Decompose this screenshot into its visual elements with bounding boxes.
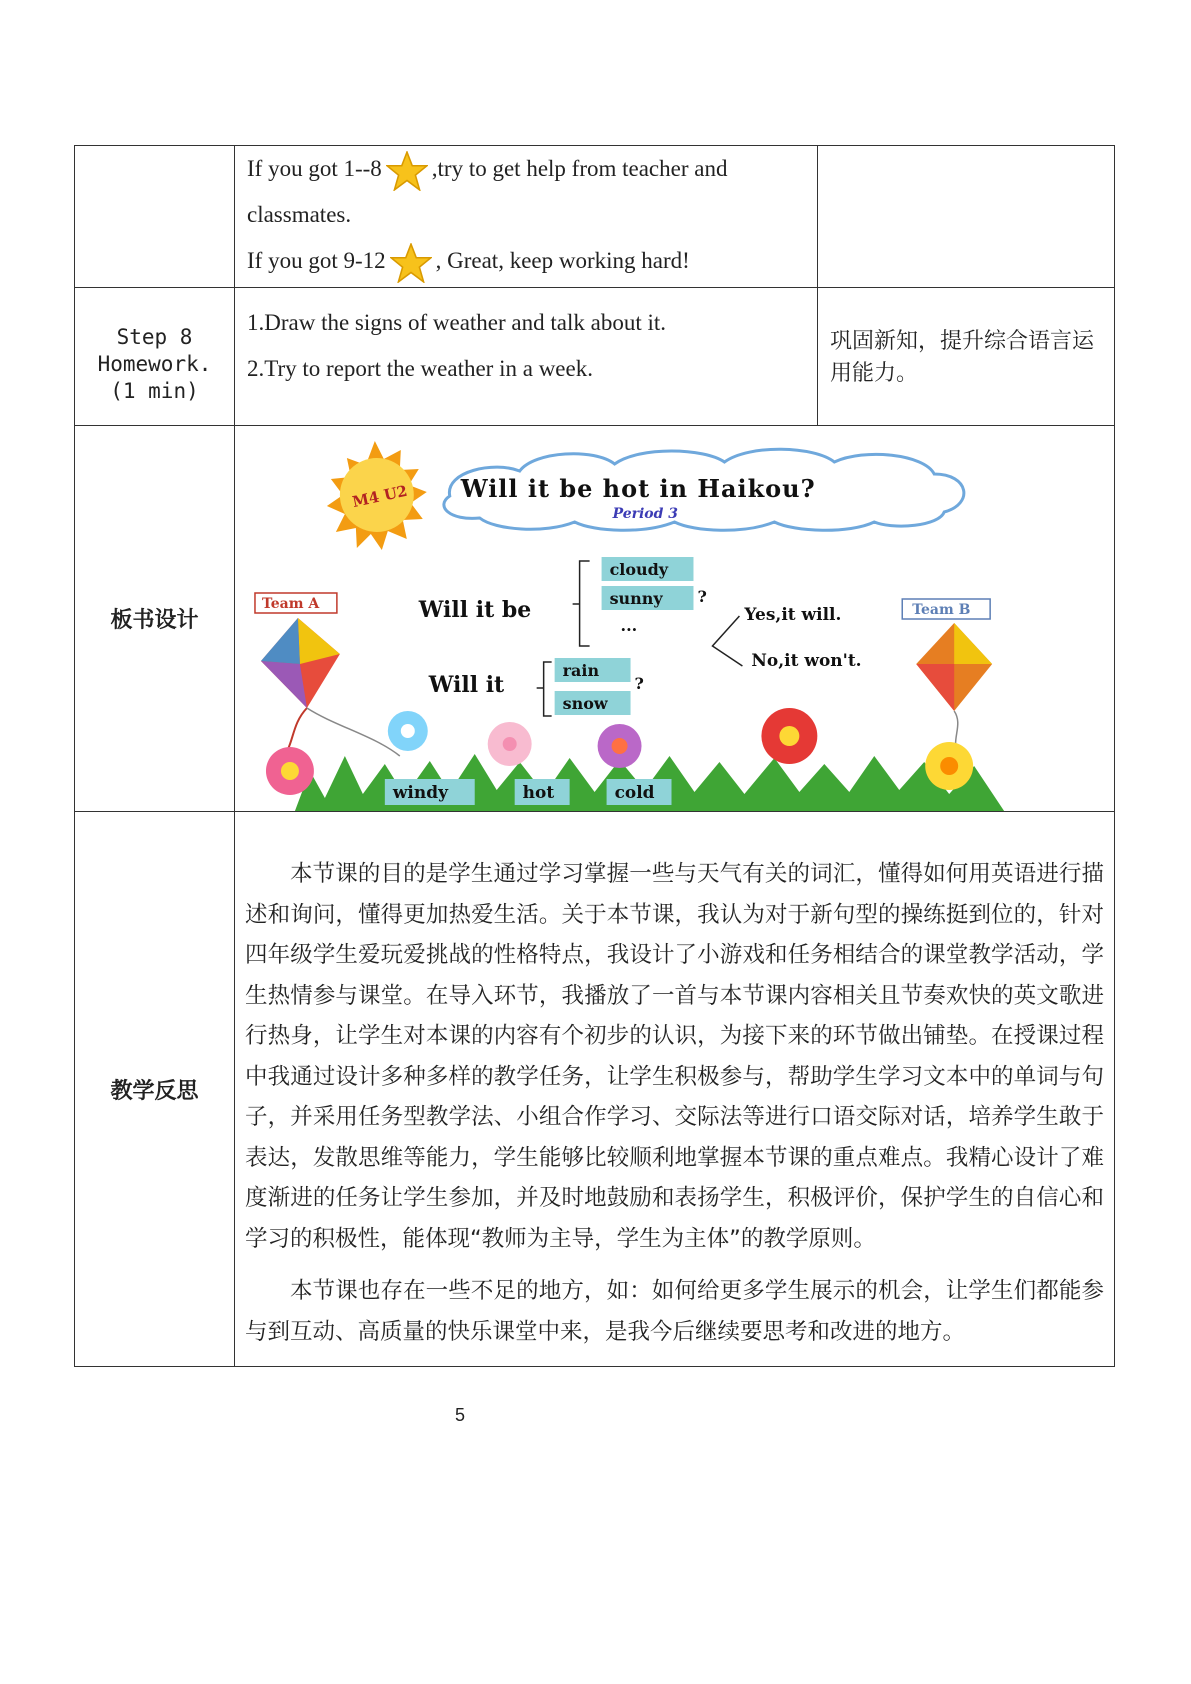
word-sunny: sunny xyxy=(609,588,663,609)
homework-purpose-cell xyxy=(818,288,1115,426)
homework-purpose: 巩固新知，提升综合语言运用能力。 xyxy=(830,329,1095,386)
scoring-note-cell xyxy=(818,146,1115,288)
homework-tasks-cell xyxy=(235,288,818,426)
unit-badge-text: M4 U2 xyxy=(350,481,409,511)
page-number: 5 xyxy=(455,1405,466,1425)
reflection-paragraph-2: 本节课也存在一些不足的地方，如：如何给更多学生展示的机会，让学生们都能参与到互动、高质量的快乐课堂中来，是我今后继续要思考和改进的地方。 xyxy=(245,1278,1104,1345)
question-2: Will it xyxy=(428,671,505,699)
blackboard-design xyxy=(235,426,1114,811)
homework-label xyxy=(75,288,234,405)
word-cold: cold xyxy=(614,782,655,804)
scoring-line-1-post: ,try to get help from teacher and xyxy=(431,156,728,181)
board-cell xyxy=(235,426,1115,812)
question-2-mark: ? xyxy=(634,673,644,694)
kite-icon xyxy=(916,623,992,756)
scoring-row xyxy=(75,146,1115,288)
board-title: Will it be hot in Haikou? xyxy=(460,473,816,504)
flower-icon xyxy=(388,711,428,751)
word-rain: rain xyxy=(562,660,600,681)
kite-icon xyxy=(261,618,400,761)
scoring-text-cell xyxy=(235,146,818,288)
homework-label-cell xyxy=(75,288,235,426)
word-hot: hot xyxy=(522,782,555,804)
flower-icon xyxy=(925,742,973,790)
word-windy: windy xyxy=(392,782,448,804)
reflection-text xyxy=(235,812,1114,1366)
answer-yes: Yes,it will. xyxy=(744,604,842,626)
scoring-line-3-pre: If you got 9-12 xyxy=(247,248,386,273)
scoring-line-3 xyxy=(235,238,817,284)
homework-task-1: 1.Draw the signs of weather and talk about it. xyxy=(247,310,666,335)
lesson-table xyxy=(74,145,1115,1367)
star-icon xyxy=(386,151,428,191)
answer-no: No,it won't. xyxy=(751,650,862,672)
board-row xyxy=(75,426,1115,812)
reflection-text-cell xyxy=(235,812,1115,1367)
scoring-line-3-post: , Great, keep working hard! xyxy=(435,248,690,273)
board-period: Period 3 xyxy=(612,505,678,523)
scoring-label-cell xyxy=(75,146,235,288)
flower-icon xyxy=(266,747,314,795)
star-icon xyxy=(390,243,432,283)
board-label: 板书设计 xyxy=(110,608,199,633)
team-b-label: Team B xyxy=(912,601,971,619)
flower-icon xyxy=(598,724,642,768)
question-1-mark: ? xyxy=(697,586,707,607)
homework-label-title: Homework. xyxy=(97,352,212,376)
question-1: Will it be xyxy=(418,596,532,624)
reflection-paragraph-1: 本节课的目的是学生通过学习掌握一些与天气有关的词汇，懂得如何用英语进行描述和询问，懂得更加热爱生活。关于本节课，我认为对于新句型的操练挺到位的，针对四年级学生爱玩爱挑战的性格特点，我设计了小游戏和任务相结合的课堂教学活动，学生热情参与课堂。在导入环节，我播放了一首与本节课内容相关且节奏欢快的英文歌进行热身，让学生对本课的内容有个初步的认识，为接下来的环节做出铺垫。在授课过程中我通过设计多种多样的教学任务，让学生积极参与，帮助学生学习文本中的单词与句子，并采用任务型教学法、小组合作学习、交际法等进行口语交际对话，培养学生敢于表达，发散思维等能力，学生能够比较顺利地掌握本节课的重点难点。我精心设计了难度渐进的任务让学生参加，并及时地鼓励和表扬学生，积极评价，保护学生的自信心和学习的积极性，能体现“教师为主导，学生为主体”的教学原则。 xyxy=(245,861,1104,1252)
homework-task-2: 2.Try to report the weather in a week. xyxy=(247,356,593,381)
homework-label-time: (1 min) xyxy=(110,379,199,403)
reflection-row xyxy=(75,812,1115,1367)
scoring-line-1 xyxy=(235,146,817,192)
team-a-label: Team A xyxy=(261,595,320,613)
word-cloudy: cloudy xyxy=(609,559,669,580)
flower-icon xyxy=(761,708,817,764)
board-label-cell xyxy=(75,426,235,812)
homework-label-step: Step 8 xyxy=(116,325,193,349)
word-more: ... xyxy=(620,615,638,636)
homework-row xyxy=(75,288,1115,426)
word-snow: snow xyxy=(562,693,608,714)
scoring-line-2: classmates. xyxy=(247,202,352,227)
reflection-label-cell xyxy=(75,812,235,1367)
reflection-label: 教学反思 xyxy=(110,1078,199,1104)
flower-icon xyxy=(488,722,532,766)
scoring-line-1-pre: If you got 1--8 xyxy=(247,156,382,181)
